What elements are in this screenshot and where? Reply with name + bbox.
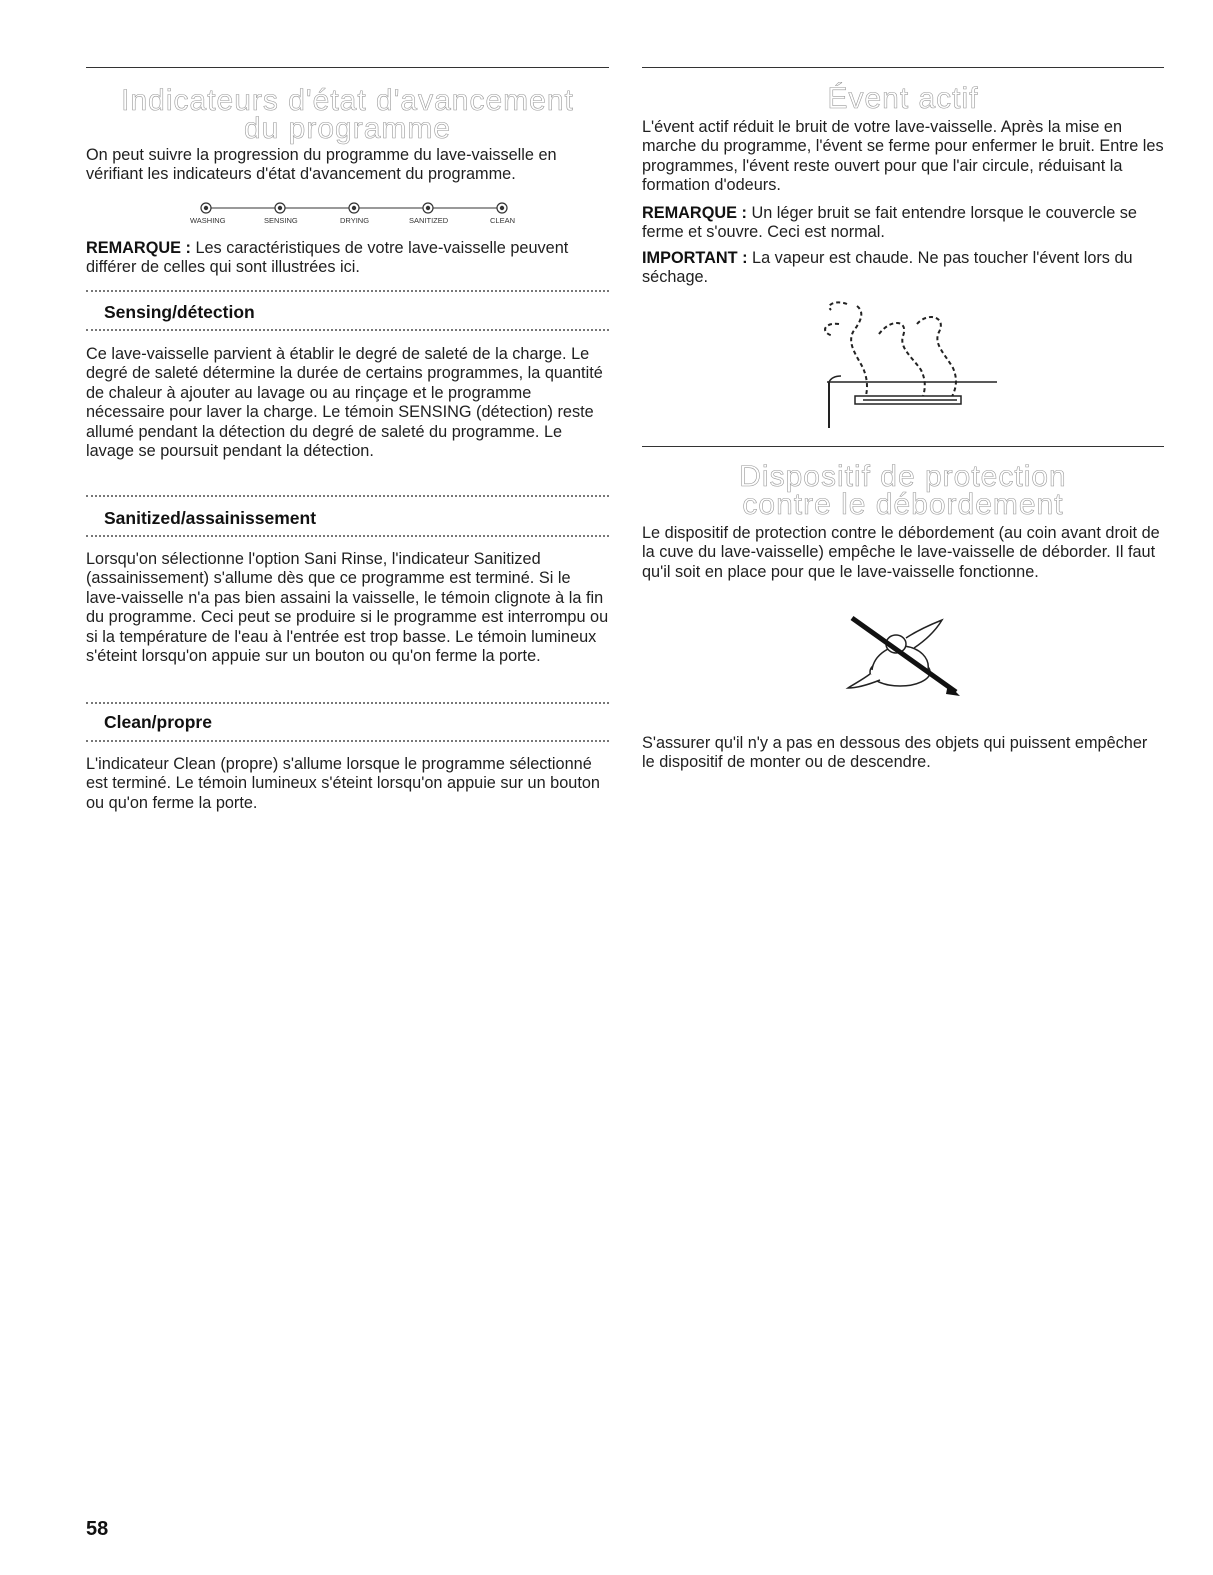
page-number: 58 xyxy=(86,1518,109,1540)
float-prohibited-icon xyxy=(842,614,962,696)
note-label: REMARQUE : xyxy=(86,239,191,257)
section-title-vent: Évent actif xyxy=(827,82,979,115)
section-title-overflow-line2: contre le débordement xyxy=(742,488,1064,521)
dotted-divider xyxy=(86,702,609,704)
vent-body: L'évent actif réduit le bruit de votre lave-vaisselle. Après la mise en marche du programme, l'évent se ferme pour enfermer le bruit. Entre les programmes, l'évent reste ouvert pour que l'air circule, réduisant la formation d'odeurs. xyxy=(642,118,1164,195)
top-rule xyxy=(642,67,1164,68)
note-text: Les caractéristiques de votre lave-vaisselle peuvent différer de celles qui sont illustrées ici. xyxy=(86,239,569,277)
dotted-divider xyxy=(86,740,609,742)
section-title-overflow: Dispositif de protection xyxy=(739,460,1067,493)
indicator-label-sensing: SENSING xyxy=(264,216,298,225)
indicator-label-sanitized: SANITIZED xyxy=(409,216,449,225)
dotted-divider xyxy=(86,290,609,292)
sanitized-body: Lorsqu'on sélectionne l'option Sani Rinse, l'indicateur Sanitized (assainissement) s'allume dès que ce programme est terminé. Si le lave-vaisselle n'a pas bien assaini la vaisselle, le témoin clignote à la fin du programme. Ceci peut se produire si le programme est interrompu ou si la température de l'eau à l'entrée est trop basse. Le témoin lumineux s'éteint lorsqu'on appuie sur un bouton ou qu'on ferme la porte. xyxy=(86,550,609,666)
sensing-body: Ce lave-vaisselle parvient à établir le degré de saleté de la charge. Le degré de saleté détermine la durée de certains programmes, la quantité de chaleur à ajouter au lavage ou au rinçage et le programme nécessaire pour laver la charge. Le témoin SENSING (détection) reste allumé pendant la détection du degré de saleté du programme. Le lavage se poursuit pendant la détection. xyxy=(86,345,603,461)
overflow-after: S'assurer qu'il n'y a pas en dessous des objets qui puissent empêcher le dispositif de monter ou de descendre. xyxy=(642,734,1148,772)
top-rule xyxy=(86,67,609,68)
dotted-divider xyxy=(86,495,609,497)
vent-steam-illustration xyxy=(817,292,1007,432)
section-title-progress-line2: du programme xyxy=(243,112,452,145)
dotted-divider xyxy=(86,329,609,331)
indicator-label-clean: CLEAN xyxy=(490,216,516,225)
dotted-divider xyxy=(86,535,609,537)
vent-note xyxy=(642,204,1164,243)
indicator-label-washing: WASHING xyxy=(190,216,226,225)
sensing-heading: Sensing/détection xyxy=(104,302,255,322)
vent-note-text: Un léger bruit se fait entendre lorsque le couvercle se ferme et s'ouvre. Ceci est normal. xyxy=(642,204,1137,242)
section-title-progress: Indicateurs d'état d'avancement xyxy=(121,84,574,117)
indicator-lights-graphic xyxy=(86,198,609,232)
status-indicator-diagram xyxy=(86,198,609,232)
clean-body: L'indicateur Clean (propre) s'allume lorsque le programme sélectionné est terminé. Le témoin lumineux s'éteint lorsqu'on appuie sur un bouton ou qu'on ferme la porte. xyxy=(86,755,600,812)
vent-important-text: La vapeur est chaude. Ne pas toucher l'évent lors du séchage. xyxy=(642,249,1133,287)
vent-important xyxy=(642,249,1164,288)
section-rule xyxy=(642,446,1164,447)
sanitized-heading: Sanitized/assainissement xyxy=(104,508,317,528)
overflow-body: Le dispositif de protection contre le débordement (au coin avant droit de la cuve du lave-vaisselle) empêche le lave-vaisselle de déborder. Il faut qu'il soit en place pour que le lave-vaisselle fonctionne. xyxy=(642,524,1160,581)
vent-note-label: REMARQUE : xyxy=(642,204,747,222)
clean-heading: Clean/propre xyxy=(104,712,212,732)
vent-important-label: IMPORTANT : xyxy=(642,249,748,267)
indicator-label-drying: DRYING xyxy=(340,216,370,225)
intro-paragraph: On peut suivre la progression du programme du lave-vaisselle en vérifiant les indicateurs d'état d'avancement du programme. xyxy=(86,146,557,184)
note-paragraph xyxy=(86,239,609,278)
